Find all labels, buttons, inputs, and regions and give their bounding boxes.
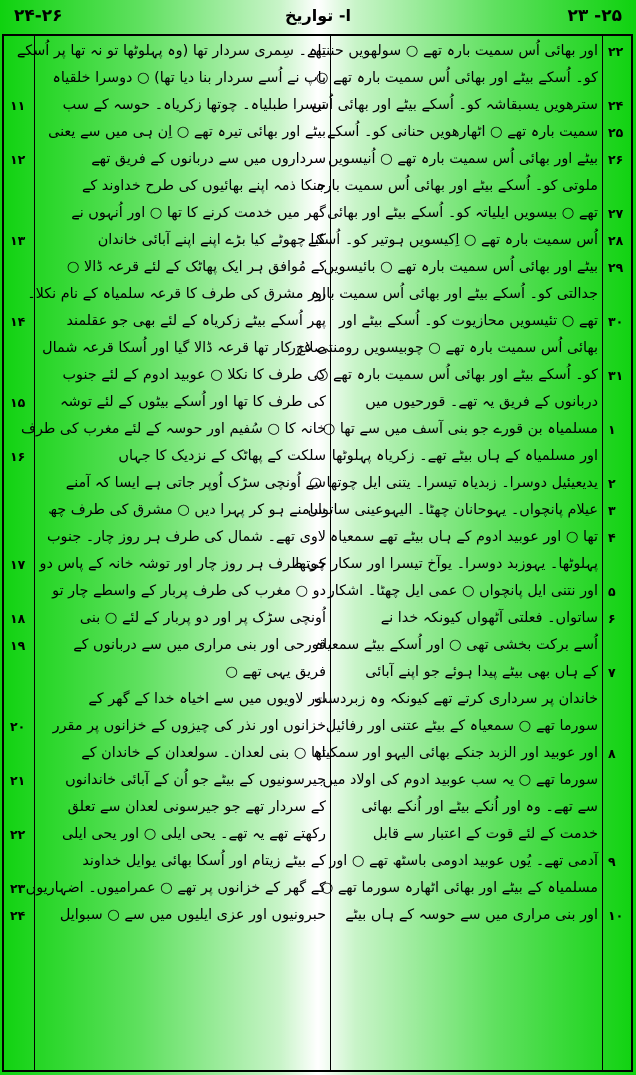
text-line: مسلمیاہ کے بیٹے اور بھائی اٹھارہ سورما تھے ○ [320,880,598,896]
text-line: تھے ○ بیسویں ایلیاتہ کو۔ اُسکے بیٹے اور بھائی [327,205,598,221]
text-line: جنکا ذمہ اپنے بھائیوں کی طرح خداوند کے [81,178,326,194]
text-line: پہلوٹھا۔ یہوزبد دوسرا۔ یوآخ تیسرا اور سکار چوتھا [295,556,598,572]
text-line: کے مُوافق ہر ایک پھاٹک کے لئے قرعہ ڈالا ○ [66,259,326,275]
text-line: سے تھے۔ وہ اور اُنکے بیٹے اور اُنکے بھائی [361,799,598,815]
verse-number: ۱۶ [10,449,26,464]
verse-number: ۲۴ [608,98,624,113]
verse-number: ۴ [608,530,616,545]
text-line: کے بیٹے زیتام اور اُسکا بھائی یوایل خداوند [82,853,326,869]
verse-number: ۱۷ [10,557,26,572]
text-line: دو ○ مغرب کی طرف پربار کے واسطے چار تو [52,583,326,599]
text-line: سامنے ہو کر پہرا دیں ○ مشرق کی طرف چھ [48,502,326,518]
verse-number: ۸ [608,746,616,761]
text-line: اور بنی مراری میں سے حوسہ کے ہاں بیٹے [345,907,598,923]
text-line: کو۔ اُسکے بیٹے اور بھائی اُس سمیت بارہ تھے ○ [315,70,598,86]
text-line: خاندان پر سرداری کرتے تھے کیونکہ وہ زبردست [313,691,598,707]
text-line: اُس سمیت بارہ تھے ○ اِکیسویں ہوتیر کو۔ اُسکے [307,232,598,248]
verse-number: ۲۲ [608,44,624,59]
text-line: تھا ○ اور عوبید ادوم کے ہاں بیٹے تھے سمعیاہ [329,529,598,545]
text-line: تیسرا طبلیاہ۔ چوتھا زکریاہ۔ حوسہ کے سب [62,97,326,113]
text-line: سترھویں یسبقاشہ کو۔ اُسکے بیٹے اور بھائی اُس [311,97,598,113]
text-line: فریق یہی تھے ○ [225,664,326,680]
text-line: گھر میں خدمت کرنے کا تھا ○ اور اُنہوں نے [71,205,326,221]
verse-number: ۲۵ [608,125,624,140]
verse-number: ۱۳ [10,233,26,248]
text-line: جدالتی کو۔ اُسکے بیٹے اور بھائی اُس سمیت بارہ [310,286,598,302]
text-line: قورحی اور بنی مراری میں سے دربانوں کے [73,637,326,653]
verse-number: ۲۱ [10,773,26,788]
right-text-column [288,38,598,929]
text-line: اور بھائی اُس سمیت بارہ تھے ○ سولھویں حننیاہ [309,43,598,59]
text-line: کے سردار تھے جو جیرسونی لعدان سے تعلق [67,799,326,815]
verse-number: ۶ [608,611,616,626]
text-line: تھے ○ تئیسویں محازیوت کو۔ اُسکے بیٹے اور [338,313,598,329]
text-line: صلاح کار تھا قرعہ ڈالا گیا اور اُسکا قرعہ شمال [42,340,326,356]
text-line: خزانوں اور نذر کی چیزوں کے خزانوں پر مقرر [52,718,326,734]
verse-number: ۹ [608,854,616,869]
verse-number: ۵ [608,584,616,599]
text-line: کیا چھوٹے کیا بڑے اپنے اپنے آبائی خاندان [97,232,326,248]
verse-number: ۳۱ [608,368,624,383]
text-line: ساتواں۔ فعلتی آٹھواں کیونکہ خدا نے [380,610,598,626]
header-book-title: ا- تواریخ [285,6,351,25]
verse-number: ۷ [608,665,616,680]
header-left-verse-range: ۲۴-۲۶ [14,6,63,26]
text-line: کے ہاں بھی بیٹے پیدا ہوئے جو اپنے آبائی [365,664,598,680]
verse-number: ۱۹ [10,638,26,653]
text-line: اور مشرق کی طرف کا قرعہ سلمیاہ کے نام نکلا۔ [27,286,326,302]
verse-number: ۳۰ [608,314,624,329]
verse-number: ۲ [608,476,616,491]
verse-number: ۲۹ [608,260,624,275]
left-margin-divider [34,36,35,1070]
text-line: بیٹے اور بھائی اُس سمیت بارہ تھے ○ بائیسویں [323,259,598,275]
text-line: سے اُونچی سڑک اُوپر جاتی ہے ایسا کہ آمنے [65,475,326,491]
text-line: کے گھر کے خزانوں پر تھے ○ عمرامیوں۔ اضہاریوں [25,880,326,896]
text-frame [2,34,633,1072]
text-line: اور مسلمیاہ کے ہاں بیٹے تھے۔ زکریاہ پہلوٹھا [331,448,598,464]
right-margin-divider [602,36,603,1070]
verse-number: ۱۲ [10,152,26,167]
verse-number: ۲۸ [608,233,624,248]
text-line: کی طرف ہر روز چار اور توشہ خانہ کے پاس دو [39,556,326,572]
text-line: خدمت کے لئے قوت کے اعتبار سے قابل [372,826,598,842]
text-line: سورما تھے ○ سمعیاہ کے بیٹے عتنی اور رفائیل [325,718,598,734]
text-line: بھائی اُس سمیت بارہ تھے ○ چوبیسویں رومنتی عزر [288,340,598,356]
verse-number: ۱ [608,422,616,437]
verse-number: ۱۸ [10,611,26,626]
header-right-verse-range: ۲۳ -۲۵ [567,6,622,26]
verse-number: ۱۰ [608,908,624,923]
text-line: اور نتنی ایل پانچواں ○ عمی ایل چھٹا۔ اشکار [327,583,598,599]
text-line: تھے۔ سِمری سردار تھا (وہ پہلوٹھا تو نہ تھا پر اُسکے [16,43,326,59]
text-line: بیٹے اور بھائی اُس سمیت بارہ تھے ○ اُنیسویں [327,151,598,167]
verse-number: ۲۶ [608,152,624,167]
text-line: تھا ○ بنی لعدان۔ سولعدان کے خاندان کے [81,745,326,761]
verse-number: ۲۲ [10,827,26,842]
text-line: کی طرف کا نکلا ○ عوبید ادوم کے لئے جنوب [62,367,326,383]
text-line: لاوی تھے۔ شمال کی طرف ہر روز چار۔ جنوب [47,529,326,545]
verse-number: ۱۴ [10,314,26,329]
text-line: پھر اُسکے بیٹے زکریاہ کے لئے بھی جو عقلمند [66,313,326,329]
verse-number: ۲۰ [10,719,26,734]
text-line: خانہ کا ○ سُفیم اور حوسہ کے لئے مغرب کی طرف [21,421,326,437]
text-line: کی طرف کا تھا اور اُسکے بیٹوں کے لئے توشہ [60,394,326,410]
text-line: سرداروں میں سے دربانوں کے فریق تھے [91,151,326,167]
verse-number: ۲۳ [10,881,26,896]
text-line: مسلمیاہ بن قورے جو بنی آسف میں سے تھا ○ [322,421,598,437]
text-line: سمیت بارہ تھے ○ اٹھارھویں حنانی کو۔ اُسکے [327,124,598,140]
text-line: سورما تھے ○ یہ سب عوبید ادوم کی اولاد میں [322,772,598,788]
text-line: اور لاویوں میں سے اخیاہ خدا کے گھر کے [88,691,326,707]
text-line: ملوتی کو۔ اُسکے بیٹے اور بھائی اُس سمیت بارہ [316,178,598,194]
verse-number: ۲۷ [608,206,624,221]
text-line: باپ نے اُسے سردار بنا دیا تھا) ○ دوسرا خلقیاہ [52,70,326,86]
text-line: اُسے برکت بخشی تھی ○ اور اُسکے بیٹے سمعیاہ [314,637,598,653]
verse-number: ۱۵ [10,395,26,410]
page-header [0,0,636,34]
text-line: کو۔ اُسکے بیٹے اور بھائی اُس سمیت بارہ تھے ○ [315,367,598,383]
verse-number: ۱۱ [10,98,26,113]
text-line: اُونچی سڑک پر اور دو پربار کے لئے ○ بنی [79,610,326,626]
verse-number: ۳ [608,503,616,518]
text-line: رکھتے تھے یہ تھے۔ یحی ایلی ○ اور یحی ایلی [62,826,326,842]
text-line: یدیعیئیل دوسرا۔ زبدیاہ تیسرا۔ یتنی ایل چوتھا ○ [309,475,598,491]
text-line: جیرسونیوں کے بیٹے جو اُن کے آبائی خاندانوں [65,772,326,788]
text-line: اور عوبید اور الزبد جنکے بھائی الیہو اور سمکیاہ [313,745,598,761]
text-line: آدمی تھے۔ یُوں عوبید ادومی باسٹھ تھے ○ اور [329,853,598,869]
text-line: دربانوں کے فریق یہ تھے۔ قورحیوں میں [365,394,598,410]
text-line: عیلام پانچواں۔ یہوحانان چھٹا۔ الیہوعینی ساتواں [307,502,598,518]
text-line: بیٹے اور بھائی تیرہ تھے ○ اِن ہی میں سے یعنی [48,124,326,140]
verse-number: ۲۴ [10,908,26,923]
text-line: سلکت کے پھاٹک کے نزدیک کا جہاں [118,448,326,464]
text-line: حبرونیوں اور عزی ایلیوں میں سے ○ سبوایل [59,907,326,923]
